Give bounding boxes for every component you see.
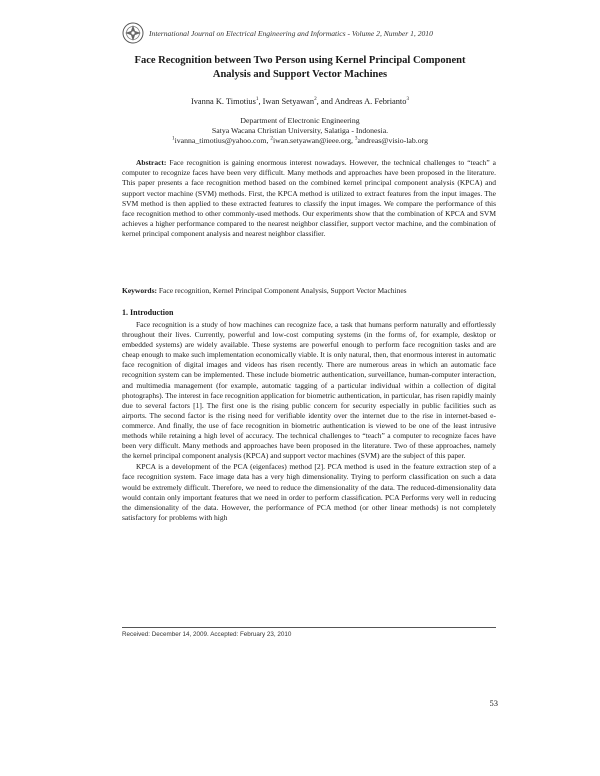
author-1: Ivanna K. Timotius <box>190 97 256 106</box>
page-number: 53 <box>489 698 498 708</box>
introduction-body <box>122 320 496 524</box>
section-heading-introduction: 1. Introduction <box>122 308 174 317</box>
email-1[interactable]: ivanna_timotius@yahoo.com, <box>174 136 271 146</box>
journal-header <box>122 22 522 48</box>
author-list <box>100 96 500 107</box>
journal-logo-icon <box>122 22 144 44</box>
title-line-1: Face Recognition between Two Person using Kernel Principal Component <box>134 55 466 66</box>
journal-name: International Journal on Electrical Engineering and Informatics - Volume 2, Number 1, 2010 <box>149 29 433 38</box>
email-1-sup: 1 <box>172 135 175 142</box>
email-3-sup: 3 <box>354 135 358 142</box>
affiliation <box>100 116 500 147</box>
author-sep-2: , and <box>316 97 335 106</box>
abstract <box>122 158 496 240</box>
author-1-sup: 1 <box>255 96 259 103</box>
university: Satya Wacana Christian University, Salatiga - Indonesia. <box>211 126 389 136</box>
author-3: Andreas A. Febrianto <box>334 97 407 106</box>
author-sep-1: , <box>258 97 263 106</box>
title-line-2: Analysis and Support Vector Machines <box>212 69 388 80</box>
paper-title <box>100 54 500 82</box>
email-3[interactable]: andreas@visio-lab.org <box>357 136 428 146</box>
intro-paragraph-1: Face recognition is a study of how machines can recognize face, a task that humans perform naturally and effortlessly throughout their lives. Currently, powerful and low-cost computing systems (in the forms of, for example, desktop or embedded systems) are widely available. These systems are powerful enough to perform face recognition tasks and are cheap enough to make such implementation economically viable. It is only natural, then, that enormous interest in automatic face recognition of digital images and videos has risen recently. There are numerous areas in which an automatic face recognition system can be implemented. These include biometric authentication, surveillance, human-computer interaction, and multimedia management (for example, automatic tagging of a particular individual within a collection of digital photographs). The interest in face recognition application for biometric authentication, in particular, has risen rapidly mainly due to several factors [1]. The first one is the rising public concern for security especially in public facilities such as airports. The second factor is the rising need for verifiable identity over the internet due to the rise in internet-based e-commerce. And finally, the use of face recognition in biometric authentication is viewed to be one of the least intrusive methods while retaining a high level of accuracy. The technical challenges to “teach” a computer to recognize faces have been very difficult. Many methods and approaches have been proposed in the literature. Two of these approaches, namely the kernel principal component analysis (KPCA) and support vector machines (SVM) are the subject of this paper. <box>122 320 496 461</box>
email-2-sup: 2 <box>270 135 273 142</box>
email-list <box>100 136 500 146</box>
abstract-text: Face recognition is gaining enormous interest nowadays. However, the technical challenges to “teach” a computer to recognize faces have been very difficult. Many methods and approaches have been proposed in the literature. This paper presents a face recognition method based on the combined kernel principal component analysis (KPCA) and support vector machine (SVM) methods. First, the KPCA method is utilized to extract features from the input images. The SVM method is then applied to these extracted features to classify the input images. We compare the performance of this face recognition method to other commonly-used methods. Our experiments show that the combination of KPCA and SVM achieves a higher performance compared to the nearest neighbor classifier, support vector machine, and the combination of kernel principal component analysis and nearest neighbor classifier. <box>122 158 496 239</box>
keywords-text: Face recognition, Kernel Principal Component Analysis, Support Vector Machines <box>157 286 407 295</box>
author-3-sup: 3 <box>406 96 410 103</box>
author-2: Iwan Setyawan <box>262 97 315 106</box>
department: Department of Electronic Engineering <box>240 116 360 125</box>
received-date: Received: December 14, 2009. Accepted: February 23, 2010 <box>122 631 292 638</box>
author-2-sup: 2 <box>314 96 317 103</box>
keywords-label: Keywords: <box>122 286 157 295</box>
email-2[interactable]: iwan.setyawan@ieee.org, <box>272 136 355 146</box>
intro-paragraph-2: KPCA is a development of the PCA (eigenfaces) method [2]. PCA method is used in the feature extraction step of a face recognition system. Face image data has a very high dimensionality. Trying to perform classification on such a data would be extremely difficult. Therefore, we need to reduce the dimensionality of the data. The reduced-dimensionality data would contain only important features that we need in order to perform classification. PCA Performs very well in reducing the dimensionality of the data. However, the performance of PCA method (or other linear methods) is not completely satisfactory for problems with high <box>122 462 496 522</box>
footnote-rule <box>122 627 496 628</box>
keywords <box>122 286 496 296</box>
abstract-label: Abstract: <box>136 158 167 167</box>
